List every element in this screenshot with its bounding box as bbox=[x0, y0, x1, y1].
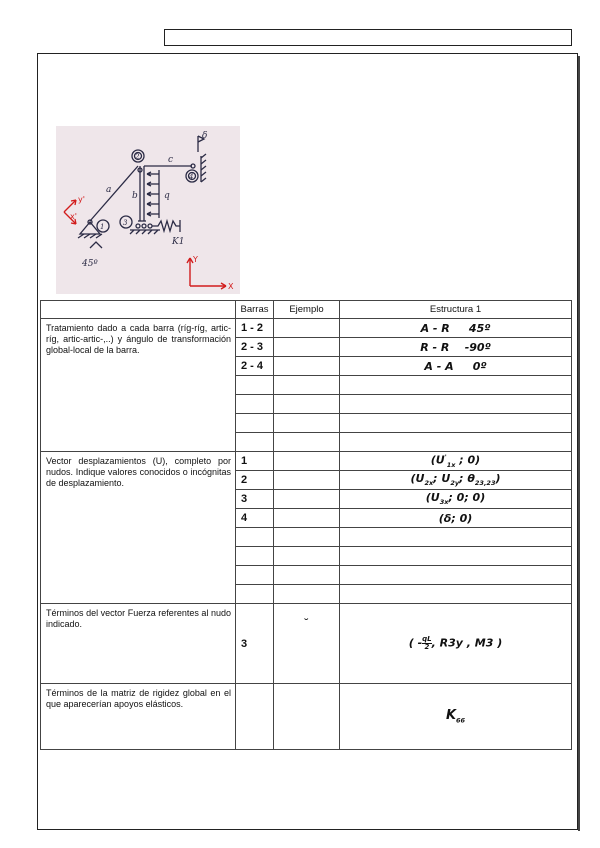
bar-cell: 1 - 2 bbox=[236, 319, 274, 338]
load-label-q: q bbox=[164, 191, 170, 201]
answer-cell[interactable]: R - R -90º bbox=[340, 338, 572, 357]
example-cell[interactable] bbox=[274, 338, 340, 357]
answer-cell[interactable]: ( - $\frac{qL}{2}$ , R3y , M3 ) bbox=[340, 604, 572, 684]
disp-label: δ bbox=[202, 131, 208, 141]
fraction: $\frac{qL}{2}$ bbox=[422, 635, 432, 651]
angle-label: 45º bbox=[82, 259, 98, 269]
answer-cell[interactable]: $K_{66}$ bbox=[340, 684, 572, 750]
frame-shadow bbox=[578, 56, 580, 831]
bar-a bbox=[90, 166, 138, 221]
answer-cell[interactable]: ($U'_{1x}$ ; 0) bbox=[340, 452, 572, 471]
global-y-label: Y bbox=[193, 255, 198, 264]
answer-cell[interactable]: ($U_{2x}$; $U_{2y}$; $\theta_{23,23}$) bbox=[340, 471, 572, 490]
local-x-label: x' bbox=[70, 212, 77, 221]
bar-cell: 2 - 4 bbox=[236, 357, 274, 376]
bar-label-a: a bbox=[106, 185, 112, 195]
example-cell[interactable] bbox=[274, 509, 340, 528]
example-cell[interactable] bbox=[274, 604, 340, 684]
example-mark: ˘ bbox=[304, 616, 309, 630]
header-estructura: Estructura 1 bbox=[340, 301, 572, 319]
table-header bbox=[41, 301, 572, 319]
bar-cell: 4 bbox=[236, 509, 274, 528]
header-barras: Barras bbox=[236, 301, 274, 319]
example-cell[interactable] bbox=[274, 684, 340, 750]
bar-cell: 1 bbox=[236, 452, 274, 471]
global-x-label: X bbox=[228, 282, 234, 291]
section-description: Términos de la matriz de rigidez global en el que aparecerían apoyos elásticos. bbox=[41, 684, 236, 750]
answer-cell[interactable]: ($U_{3x}$; 0; 0) bbox=[340, 490, 572, 509]
header-ejemplo: Ejemplo bbox=[274, 301, 340, 319]
spring-label: K1 bbox=[172, 237, 185, 247]
local-y-label: y' bbox=[78, 195, 85, 204]
node-label-4: 4 bbox=[189, 173, 194, 181]
table-row bbox=[41, 319, 572, 338]
bar-cell: 3 bbox=[236, 604, 274, 684]
node-label-2: 2 bbox=[135, 153, 140, 161]
answer-cell[interactable]: A - R 45º bbox=[340, 319, 572, 338]
bar-cell: 2 bbox=[236, 471, 274, 490]
global-axes bbox=[182, 250, 242, 292]
node-label-1: 1 bbox=[100, 223, 105, 231]
table-row bbox=[41, 684, 572, 750]
example-cell[interactable] bbox=[274, 471, 340, 490]
bar-label-b: b bbox=[132, 191, 138, 201]
bar-cell: 3 bbox=[236, 490, 274, 509]
table-row bbox=[41, 604, 572, 684]
node-label-3: 3 bbox=[123, 219, 128, 227]
answer-cell[interactable]: A - A 0º bbox=[340, 357, 572, 376]
table-row bbox=[41, 452, 572, 471]
section-description: Tratamiento dado a cada barra (ríg-ríg, artic-ríg, artic-artic-,..) y ángulo de transformación global-local de la barra. bbox=[41, 319, 236, 452]
example-cell[interactable] bbox=[274, 452, 340, 471]
example-cell[interactable] bbox=[274, 319, 340, 338]
results-table bbox=[40, 300, 572, 750]
section-description: Términos del vector Fuerza referentes al nudo indicado. bbox=[41, 604, 236, 684]
bar-cell bbox=[236, 684, 274, 750]
example-cell[interactable] bbox=[274, 357, 340, 376]
example-cell[interactable] bbox=[274, 490, 340, 509]
header-text-box[interactable] bbox=[164, 29, 572, 46]
answer-cell[interactable]: (δ; 0) bbox=[340, 509, 572, 528]
bar-cell: 2 - 3 bbox=[236, 338, 274, 357]
header-description bbox=[41, 301, 236, 319]
section-description: Vector desplazamientos (U), completo por nudos. Indique valores conocidos o incógnitas de desplazamiento. bbox=[41, 452, 236, 604]
bar-label-c: c bbox=[168, 155, 174, 165]
